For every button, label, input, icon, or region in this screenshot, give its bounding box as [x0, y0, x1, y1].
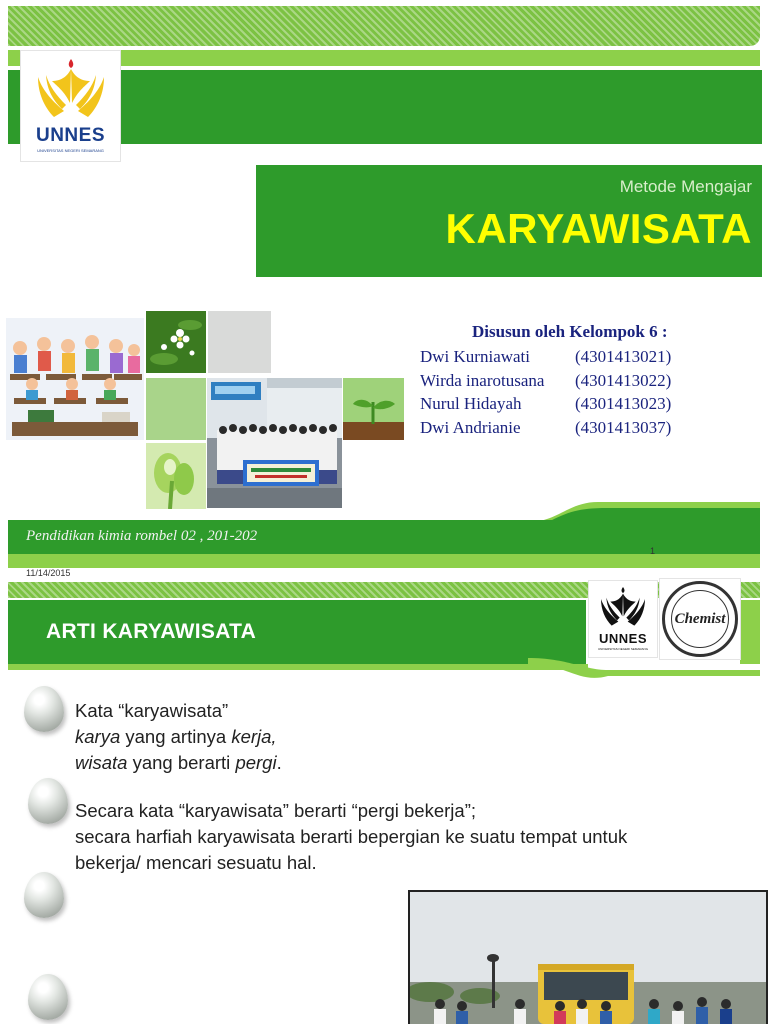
slide-title: ARTI KARYAWISATA	[46, 620, 257, 643]
authors-heading: Disusun oleh Kelompok 6 :	[472, 322, 668, 341]
para2-line1: Secara kata “karyawisata” berarti “pergi bekerja”;	[75, 800, 476, 821]
unnes-logo-icon	[32, 59, 110, 125]
top-hatched-band	[8, 6, 760, 46]
bullet-droplet-icon	[24, 686, 64, 732]
author-row	[420, 392, 671, 416]
s2-unnes-logo-subtext: UNIVERSITAS NEGERI SEMARANG	[597, 647, 649, 651]
author-id: (4301413023)	[575, 394, 672, 413]
field-trip-bus-photo	[408, 890, 768, 1024]
footer-band	[8, 520, 760, 554]
presentation-title: KARYAWISATA	[445, 205, 752, 252]
chemist-seal	[659, 578, 741, 660]
unnes-logo-subtext: UNIVERSITAS NEGERI SEMARANG	[37, 148, 104, 153]
classroom-cartoon-image	[6, 318, 144, 440]
para1-text: yang berarti	[127, 752, 236, 773]
bullet-droplet-icon	[28, 778, 68, 824]
light-green-tile	[146, 378, 206, 440]
white-flower-image	[146, 311, 206, 373]
slide-2	[0, 578, 768, 1024]
header-white-band	[256, 144, 762, 164]
title-panel	[256, 165, 762, 277]
word-karya: karya	[75, 726, 121, 747]
unnes-logo-text: UNNES	[35, 125, 105, 146]
bullet-droplet-icon	[24, 872, 64, 918]
author-row	[420, 345, 671, 369]
slide-date: 11/14/2015	[26, 568, 71, 578]
authors-block	[420, 322, 671, 439]
unnes-logo-icon	[596, 587, 650, 631]
paragraph-definition	[75, 798, 627, 876]
footer-swoosh	[8, 498, 760, 522]
para1-text: yang artinya	[120, 726, 232, 747]
seedling-image	[343, 378, 404, 440]
s2-unnes-logo-text: UNNES	[598, 631, 647, 646]
author-id: (4301413021)	[575, 347, 672, 366]
para1-line1: Kata “karyawisata”	[75, 700, 229, 721]
s2-side-stripe	[740, 600, 760, 664]
author-id: (4301413037)	[575, 417, 672, 437]
chemist-seal-icon	[662, 581, 738, 657]
page-number: 1	[650, 546, 656, 556]
author-name: Nurul Hidayah	[420, 394, 522, 413]
para1-line3	[75, 750, 282, 776]
chemist-seal-text: Chemist	[674, 610, 726, 627]
header-green-band	[8, 70, 762, 144]
unnes-logo	[20, 50, 121, 162]
para1-line2	[75, 724, 282, 750]
author-name: Dwi Kurniawati	[420, 347, 531, 366]
author-name: Dwi Andrianie	[420, 417, 521, 437]
author-id: (4301413022)	[575, 370, 672, 390]
paragraph-meaning	[75, 698, 282, 776]
footer-text: Pendidikan kimia rombel 02 , 201-202	[26, 528, 258, 544]
author-row	[420, 416, 671, 440]
para2-line3: bekerja/ mencari sesuatu hal.	[75, 852, 317, 873]
word-pergi: pergi	[235, 752, 277, 773]
word-kerja: kerja,	[231, 726, 277, 747]
author-name: Wirda inarotusana	[420, 370, 545, 390]
presentation-subtitle: Metode Mengajar	[619, 177, 752, 196]
word-wisata: wisata	[75, 752, 128, 773]
gray-placeholder-tile	[208, 311, 271, 373]
author-row	[420, 369, 671, 393]
para1-period: .	[276, 752, 282, 773]
bullet-droplet-icon	[28, 974, 68, 1020]
s2-unnes-logo	[588, 580, 658, 658]
school-group-photo	[207, 378, 342, 508]
para2-line2: secara harfiah karyawisata berarti bepergian ke suatu tempat untuk	[75, 826, 628, 847]
footer-light-stripe	[8, 554, 760, 568]
